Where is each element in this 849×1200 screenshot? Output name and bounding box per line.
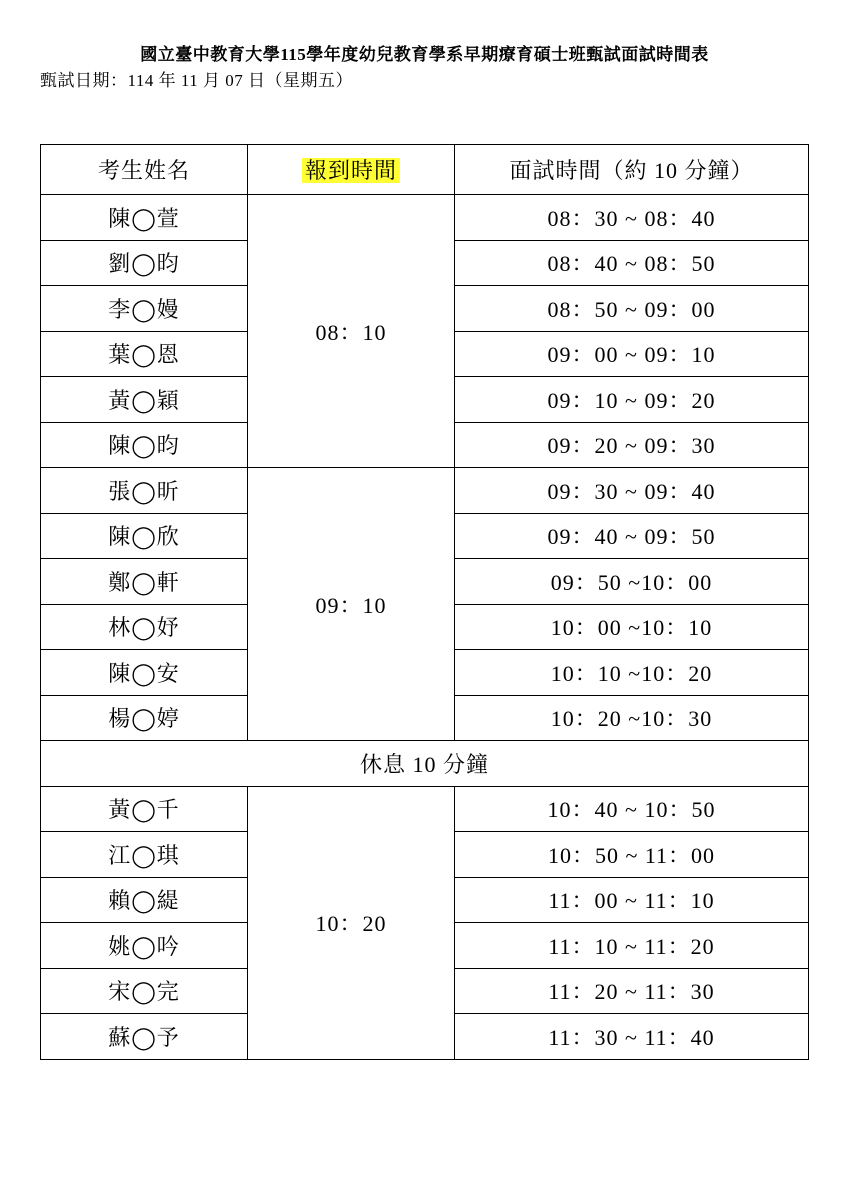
interview-time: 11：30 ~ 11：40 [455,1014,809,1060]
interview-time: 09：20 ~ 09：30 [455,422,809,468]
report-time-cell: 09：10 [248,468,455,741]
report-time-cell: 10：20 [248,786,455,1059]
interview-time: 11：10 ~ 11：20 [455,923,809,969]
table-row [41,468,809,514]
report-time-cell: 08：10 [248,195,455,468]
header-name: 考生姓名 [41,145,248,195]
table-row [41,786,809,832]
candidate-name: 鄭◯軒 [41,559,248,605]
interview-time: 08：30 ~ 08：40 [455,195,809,241]
document-title: 國立臺中教育大學115學年度幼兒教育學系早期療育碩士班甄試面試時間表 [140,45,709,64]
candidate-name: 劉◯昀 [41,240,248,286]
candidate-name: 姚◯吟 [41,923,248,969]
candidate-name: 林◯妤 [41,604,248,650]
interview-time: 10：00 ~10：10 [455,604,809,650]
interview-time: 09：10 ~ 09：20 [455,377,809,423]
header-report-time-label: 報到時間 [302,158,400,183]
candidate-name: 宋◯完 [41,968,248,1014]
candidate-name: 賴◯緹 [41,877,248,923]
candidate-name: 葉◯恩 [41,331,248,377]
candidate-name: 陳◯昀 [41,422,248,468]
candidate-name: 蘇◯予 [41,1014,248,1060]
interview-time: 09：00 ~ 09：10 [455,331,809,377]
interview-time: 08：40 ~ 08：50 [455,240,809,286]
interview-time: 11：00 ~ 11：10 [455,877,809,923]
interview-time: 08：50 ~ 09：00 [455,286,809,332]
interview-time: 10：40 ~ 10：50 [455,786,809,832]
interview-time: 09：50 ~10：00 [455,559,809,605]
header-row [41,145,809,195]
candidate-name: 陳◯萱 [41,195,248,241]
candidate-name: 江◯琪 [41,832,248,878]
interview-time: 10：20 ~10：30 [455,695,809,741]
candidate-name: 張◯昕 [41,468,248,514]
candidate-name: 黃◯千 [41,786,248,832]
interview-time: 09：40 ~ 09：50 [455,513,809,559]
interview-time: 09：30 ~ 09：40 [455,468,809,514]
interview-time: 10：50 ~ 11：00 [455,832,809,878]
candidate-name: 黃◯穎 [41,377,248,423]
interview-time: 10：10 ~10：20 [455,650,809,696]
header-interview-time: 面試時間（約 10 分鐘） [455,145,809,195]
break-row [41,741,809,787]
interview-time: 11：20 ~ 11：30 [455,968,809,1014]
candidate-name: 陳◯安 [41,650,248,696]
candidate-name: 陳◯欣 [41,513,248,559]
candidate-name: 楊◯婷 [41,695,248,741]
table-row [41,195,809,241]
candidate-name: 李◯嫚 [41,286,248,332]
header-report-time [248,145,455,195]
break-label: 休息 10 分鐘 [41,741,809,787]
exam-date: 甄試日期：114 年 11 月 07 日（星期五） [40,71,353,90]
interview-schedule-table [40,144,809,1060]
